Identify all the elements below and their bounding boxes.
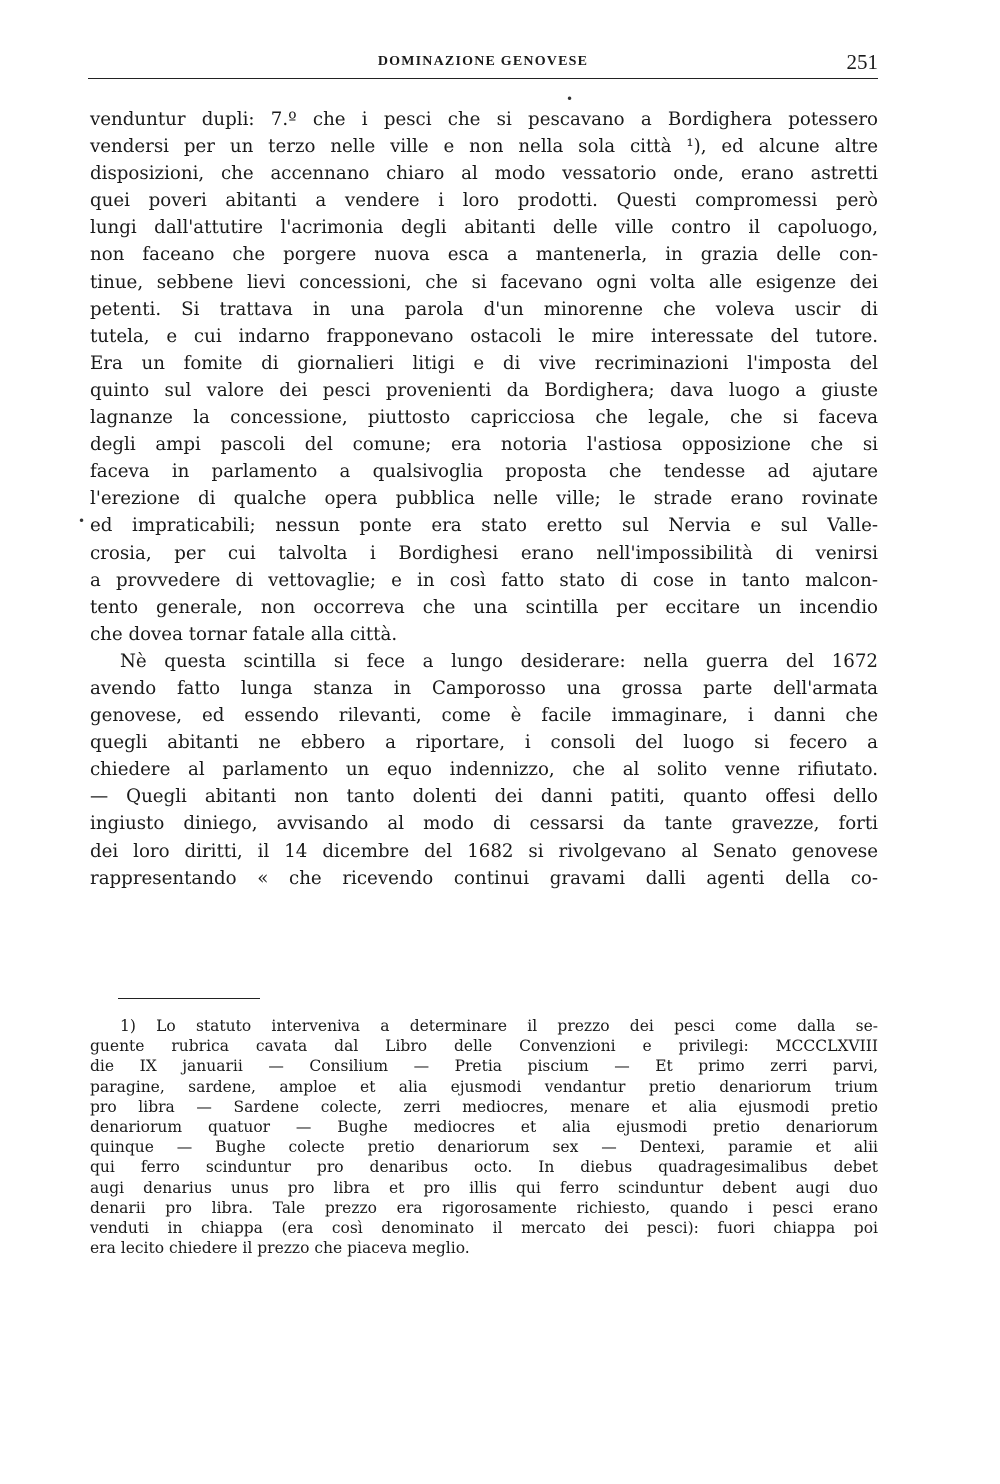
- text-line: disposizioni, che accennano chiaro al modo vessatorio onde, erano astretti: [90, 163, 878, 185]
- text-line: quei poveri abitanti a vendere i loro prodotti. Questi compromessi però: [90, 190, 878, 212]
- footnote-line: venduti in chiappa (era così denominato il mercato dei pesci): fuori chiappa poi: [90, 1218, 878, 1237]
- text-line: avendo fatto lunga stanza in Camporosso una grossa parte dell'armata: [90, 677, 878, 699]
- footnote-line: era lecito chiedere il prezzo che piaceva meglio.: [90, 1239, 470, 1258]
- footnote-line: qui ferro scinduntur pro denaribus octo. In diebus quadragesimalibus debet: [90, 1158, 878, 1177]
- text-line: crosia, per cui talvolta i Bordighesi erano nell'impossibilità di venirsi: [90, 542, 878, 564]
- text-line: chiedere al parlamento un equo indennizzo, che al solito venne rifiutato.: [90, 759, 878, 781]
- text-line: lagnanze la concessione, piuttosto capricciosa che legale, che si faceva: [90, 407, 878, 429]
- text-line: che dovea tornar fatale alla città.: [90, 623, 398, 645]
- margin-dot: •: [78, 514, 86, 528]
- text-line: faceva in parlamento a qualsivoglia proposta che tendesse ad ajutare: [90, 461, 878, 483]
- text-line: non faceano che porgere nuova esca a mantenerla, in grazia delle con-: [90, 244, 878, 266]
- footnote-line: quinque — Bughe colecte pretio denariorum sex — Dentexi, paramie et alii: [90, 1138, 878, 1157]
- text-line: quinto sul valore dei pesci provenienti da Bordighera; dava luogo a giuste: [90, 379, 878, 401]
- footnote-line: paragine, sardene, amploe et alia ejusmodi vendantur pretio denariorum trium: [90, 1077, 878, 1096]
- text-line: a provvedere di vettovaglie; e in così fatto stato di cose in tanto malcon-: [90, 569, 878, 591]
- text-line: l'erezione di qualche opera pubblica nelle ville; le strade erano rovinate: [90, 488, 878, 510]
- running-head: [88, 50, 878, 79]
- text-line: tinue, sebbene lievi concessioni, che si facevano ogni volta alle esigenze dei: [90, 271, 878, 293]
- text-line: tento generale, non occorreva che una scintilla per eccitare un incendio: [90, 596, 878, 618]
- footnote-line: guente rubrica cavata dal Libro delle Convenzioni e privilegi: MCCCLXVIII: [90, 1037, 878, 1056]
- footnote: [90, 1016, 878, 1258]
- text-line: venduntur dupli: 7.º che i pesci che si pescavano a Bordighera potessero: [90, 109, 878, 130]
- text-line: Nè questa scintilla si fece a lungo desiderare: nella guerra del 1672: [120, 650, 878, 672]
- text-line: petenti. Si trattava in una parola d'un minorenne che voleva uscir di: [90, 298, 878, 320]
- footnote-line: augi denarius unus pro libra et pro illis qui ferro scinduntur debent augi duo: [90, 1178, 878, 1197]
- text-line: ingiusto diniego, avvisando al modo di cessarsi da tante gravezze, forti: [90, 813, 878, 835]
- main-text: [90, 106, 878, 892]
- footnote-line: 1) Lo statuto interveniva a determinare il prezzo dei pesci come dalla se-: [120, 1017, 878, 1035]
- text-line: lungi dall'attutire l'acrimonia degli abitanti delle ville contro il capoluogo,: [90, 217, 878, 239]
- footnote-line: die IX januarii — Consilium — Pretia piscium — Et primo zerri parvi,: [90, 1057, 878, 1076]
- text-line: tutela, e cui indarno frapponevano ostacoli le mire interessate del tutore.: [90, 325, 878, 347]
- text-line: vendersi per un terzo nelle ville e non nella sola città ¹), ed alcune altre: [90, 136, 878, 158]
- text-line: quegli abitanti ne ebbero a riportare, i consoli del luogo si fecero a: [90, 732, 878, 754]
- footnote-line: denariorum quatuor — Bughe mediocres et alia ejusmodi pretio denariorum: [90, 1117, 878, 1136]
- text-line: ed impraticabili; nessun ponte era stato eretto sul Nervia e sul Valle-: [90, 515, 878, 537]
- text-line: Era un fomite di giornalieri litigi e di vive recriminazioni l'imposta del: [90, 352, 878, 374]
- text-line: degli ampi pascoli del comune; era notoria l'astiosa opposizione che si: [90, 434, 878, 456]
- margin-dot: •: [566, 92, 574, 106]
- footnote-line: pro libra — Sardene colecte, zerri mediocres, menare et alia ejusmodi pretio: [90, 1097, 878, 1116]
- footnote-separator: [118, 998, 260, 999]
- text-line: — Quegli abitanti non tanto dolenti dei danni patiti, quanto offesi dello: [90, 786, 878, 808]
- text-line: dei loro diritti, il 14 dicembre del 1682 si rivolgevano al Senato genovese: [90, 840, 878, 862]
- text-line: genovese, ed essendo rilevanti, come è facile immaginare, i danni che: [90, 705, 878, 727]
- footnote-line: denarii pro libra. Tale prezzo era rigorosamente richiesto, quando i pesci erano: [90, 1198, 878, 1217]
- page-number: 251: [846, 50, 878, 74]
- text-line: rappresentando « che ricevendo continui gravami dalli agenti della co-: [90, 867, 878, 889]
- running-title: DOMINAZIONE GENOVESE: [377, 54, 589, 69]
